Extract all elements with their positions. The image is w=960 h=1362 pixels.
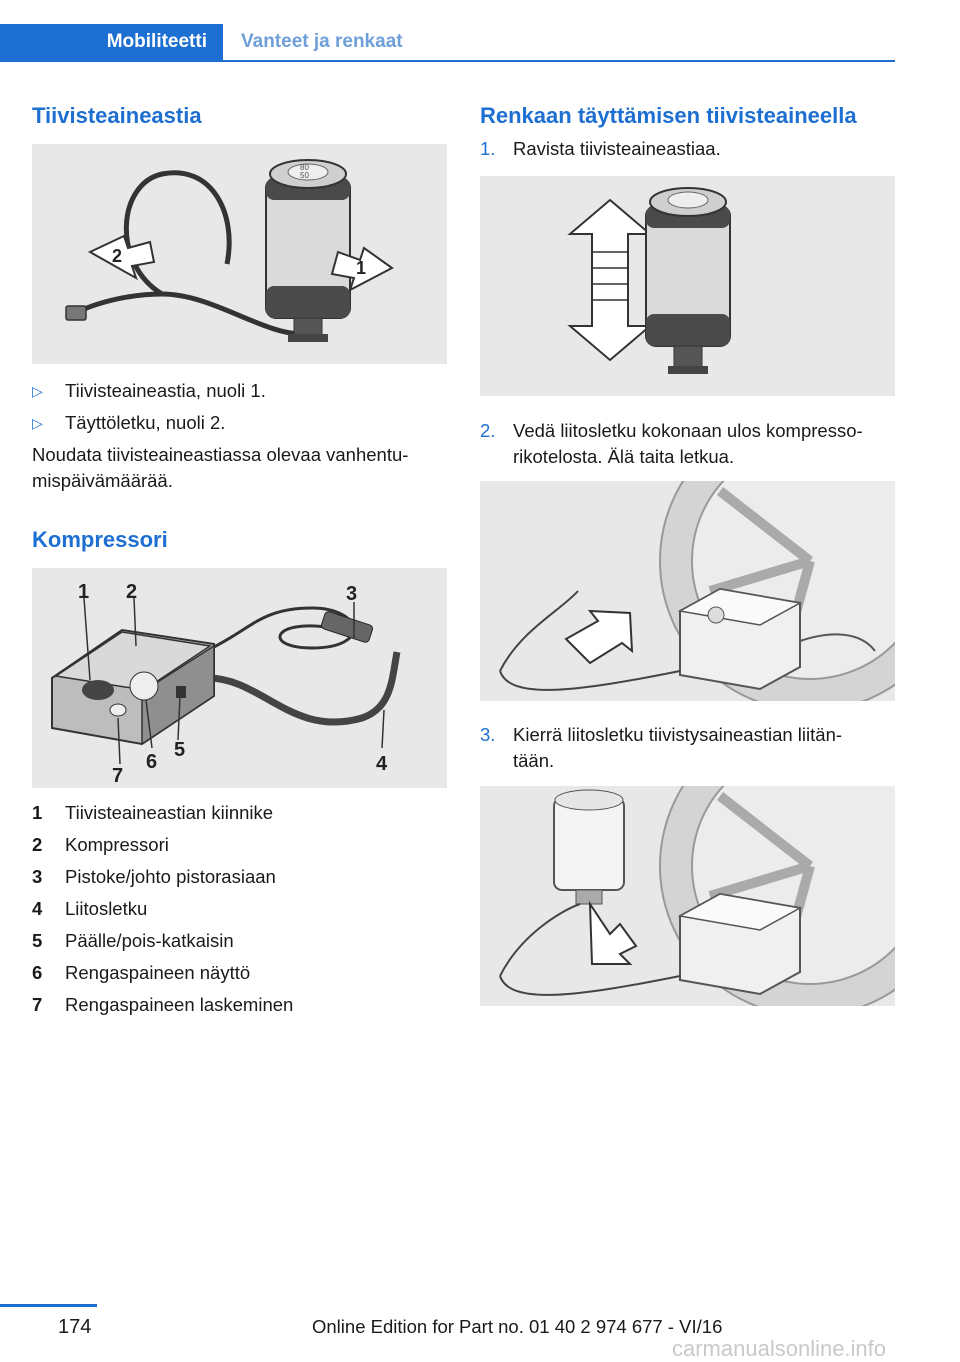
step-text: Ravista tiivisteaineastiaa. — [513, 138, 721, 159]
figure-pull-hose — [480, 481, 895, 701]
legend-row — [32, 928, 442, 960]
tab-vanteet-ja-renkaat[interactable] — [241, 24, 403, 60]
legend-row — [32, 832, 442, 864]
triangle-bullet-icon: ▷ — [32, 383, 43, 399]
arrow-icon — [590, 904, 636, 964]
note-expiry — [32, 442, 408, 494]
legend-label: Tiivisteaineastian kiinnike — [65, 802, 274, 823]
section-heading-filling: Renkaan täyttämisen tiivisteaineella — [480, 103, 857, 128]
section-heading-compressor: Kompressori — [32, 527, 168, 552]
tab-vanteet-label: Vanteet ja renkaat — [241, 31, 403, 52]
footer-rule — [0, 1304, 97, 1307]
step-number: 3. — [480, 724, 496, 745]
legend-row — [32, 800, 442, 832]
tab-mobiliteetti-label: Mobiliteetti — [106, 31, 207, 52]
note-line: mispäivämäärää. — [32, 470, 173, 491]
compressor-illustration — [32, 568, 447, 788]
step-text-line: rikotelosta. Älä taita letkua. — [513, 446, 735, 467]
figure-label-1: 1 — [78, 581, 90, 603]
step-number: 1. — [480, 138, 496, 159]
figure-label-2: 2 — [126, 581, 138, 603]
edition-text: Online Edition for Part no. 01 40 2 974 677 - VI/16 — [312, 1316, 723, 1337]
note-line: Noudata tiivisteaineastiassa olevaa vanhentu- — [32, 444, 409, 465]
bullet-text: Täyttöletku, nuoli 2. — [65, 412, 226, 433]
step-text — [513, 722, 842, 774]
gauge-label-50: 50 — [300, 171, 309, 180]
watermark: carmanualsonline.info — [672, 1336, 887, 1361]
legend-number: 2 — [32, 834, 43, 855]
figure-label-5: 5 — [174, 739, 186, 761]
double-arrow-icon — [570, 200, 650, 360]
figure-label-1: 1 — [356, 258, 367, 278]
legend-label: Kompressori — [65, 834, 169, 855]
legend-row — [32, 960, 442, 992]
pull-hose-illustration — [480, 481, 895, 701]
legend-label: Rengaspaineen laskeminen — [65, 994, 294, 1015]
bullet-text: Tiivisteaineastia, nuoli 1. — [65, 380, 266, 401]
legend-label: Päälle/pois-katkaisin — [65, 930, 234, 951]
gauge-label-80: 80 — [300, 163, 309, 172]
header-tabbar — [0, 24, 895, 62]
shake-container-illustration — [480, 176, 895, 396]
legend-row — [32, 864, 442, 896]
connect-hose-illustration — [480, 786, 895, 1006]
legend-row — [32, 896, 442, 928]
sealant-container-illustration — [32, 144, 447, 364]
legend-number: 4 — [32, 898, 43, 919]
triangle-bullet-icon: ▷ — [32, 415, 43, 431]
figure-sealant-container — [32, 144, 447, 364]
legend-number: 7 — [32, 994, 43, 1015]
legend-row — [32, 992, 442, 1024]
header-rule — [0, 60, 895, 62]
legend-number: 1 — [32, 802, 43, 823]
legend-number: 6 — [32, 962, 43, 983]
arrow-callout-2 — [90, 236, 154, 278]
step-text-line: Kierrä liitosletku tiivistysaineastian liitän- — [513, 724, 843, 745]
figure-shake-container — [480, 176, 895, 396]
step-text-line: Vedä liitosletku kokonaan ulos kompresso- — [513, 420, 863, 441]
legend-number: 3 — [32, 866, 43, 887]
figure-label-2: 2 — [112, 246, 123, 266]
section-heading-sealant: Tiivisteaineastia — [32, 103, 202, 128]
arrow-icon — [566, 611, 632, 663]
legend-number: 5 — [32, 930, 43, 951]
compressor-legend — [32, 800, 442, 1024]
figure-connect-hose — [480, 786, 895, 1006]
legend-label: Rengaspaineen näyttö — [65, 962, 251, 983]
figure-label-7: 7 — [112, 765, 124, 787]
step-text — [513, 418, 863, 470]
figure-label-3: 3 — [346, 583, 358, 605]
figure-label-6: 6 — [146, 751, 158, 773]
step-number: 2. — [480, 420, 496, 441]
page-number: 174 — [58, 1316, 92, 1338]
legend-label: Liitosletku — [65, 898, 148, 919]
tab-mobiliteetti[interactable] — [0, 24, 223, 60]
figure-label-4: 4 — [376, 753, 388, 775]
step-text-line: tään. — [513, 750, 555, 771]
legend-label: Pistoke/johto pistorasiaan — [65, 866, 276, 887]
figure-compressor — [32, 568, 447, 788]
